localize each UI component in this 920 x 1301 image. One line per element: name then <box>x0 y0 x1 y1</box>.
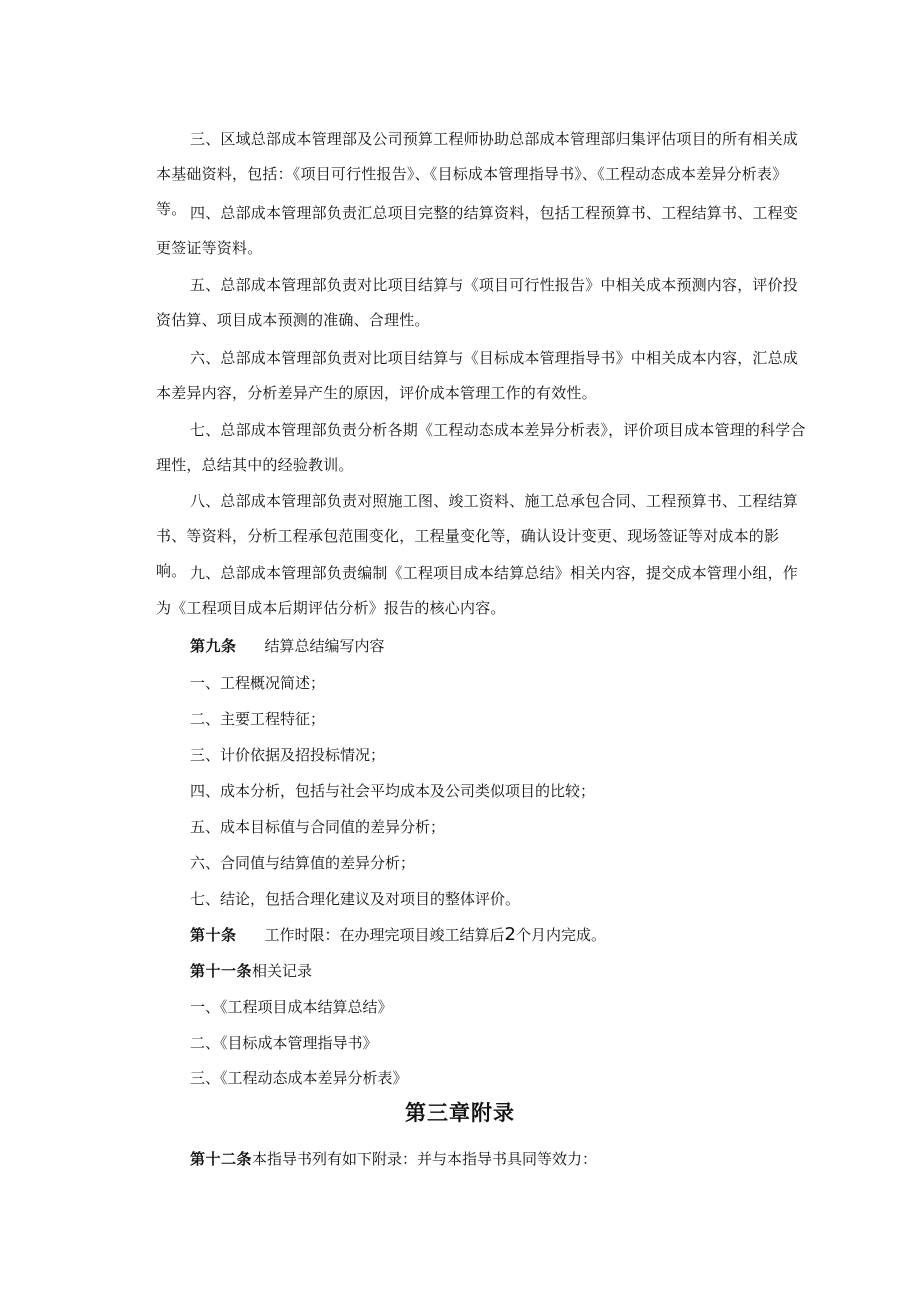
article-9-item-3: 三、计价依据及招投标情况； <box>190 746 386 764</box>
paragraph-item-9: 九、总部成本管理部负责编制《工程项目成本结算总结》相关内容，提交成本管理小组，作为《工程项目成本后期评估分析》报告的核心内容。 <box>156 564 799 617</box>
article-9-item-6: 六、合同值与结算值的差异分析； <box>190 854 416 872</box>
article-9-item-1: 一、工程概况简述； <box>190 674 326 692</box>
article-9-item-4: 四、成本分析，包括与社会平均成本及公司类似项目的比较； <box>190 782 596 800</box>
article-9-title: 结算总结编写内容 <box>264 637 385 655</box>
article-11-label: 第十一条 <box>190 962 253 980</box>
article-10-label: 第十条 <box>190 926 237 944</box>
article-10-text-after: 个月内完成。 <box>515 926 606 944</box>
article-9-item-2: 二、主要工程特征； <box>190 710 326 728</box>
article-11-title: 相关记录 <box>252 962 313 980</box>
paragraph-item-7: 七、总部成本管理部负责分析各期《工程动态成本差异分析表》，评价项目成本管理的科学合理性，总结其中的经验教训。 <box>156 421 806 474</box>
article-10-number: 2 <box>504 924 516 945</box>
article-10-text-before: 工作时限：在办理完项目竣工结算后 <box>264 926 505 944</box>
paragraph-item-8: 八、总部成本管理部负责对照施工图、竣工资料、施工总承包合同、工程预算书、工程结算书、等资料，分析工程承包范围变化，工程量变化等，确认设计变更、现场签证等对成本的影响。 <box>156 492 799 580</box>
paragraph-item-3: 三、区域总部成本管理部及公司预算工程师协助总部成本管理部归集评估项目的所有相关成本基础资料，包括：《项目可行性报告》、《目标成本管理指导书》、《工程动态成本差异分析表》等。 <box>156 130 799 218</box>
article-11-item-2: 二、《目标成本管理指导书》 <box>190 1034 378 1052</box>
article-11-item-3: 三、《工程动态成本差异分析表》 <box>190 1069 408 1087</box>
article-9-heading <box>190 636 385 656</box>
chapter-3-title: 第三章附录 <box>405 1101 515 1125</box>
article-9-item-5: 五、成本目标值与合同值的差异分析； <box>190 818 446 836</box>
paragraph-item-6: 六、总部成本管理部负责对比项目结算与《目标成本管理指导书》中相关成本内容，汇总成本差异内容，分析差异产生的原因，评价成本管理工作的有效性。 <box>156 349 799 402</box>
paragraph-item-5: 五、总部成本管理部负责对比项目结算与《项目可行性报告》中相关成本预测内容，评价投资估算、项目成本预测的准确、合理性。 <box>156 276 799 329</box>
article-9-item-7: 七、结论，包括合理化建议及对项目的整体评价。 <box>190 890 521 908</box>
article-11-heading <box>190 961 312 981</box>
article-11-item-1: 一、《工程项目成本结算总结》 <box>190 998 393 1016</box>
article-12-text: 本指导书列有如下附录：并与本指导书具同等效力： <box>252 1150 598 1168</box>
article-10 <box>190 925 606 945</box>
article-9-label: 第九条 <box>190 637 237 655</box>
article-12 <box>190 1149 597 1169</box>
article-12-label: 第十二条 <box>190 1150 253 1168</box>
paragraph-item-4: 四、总部成本管理部负责汇总项目完整的结算资料，包括工程预算书、工程结算书、工程变更签证等资料。 <box>156 204 799 257</box>
